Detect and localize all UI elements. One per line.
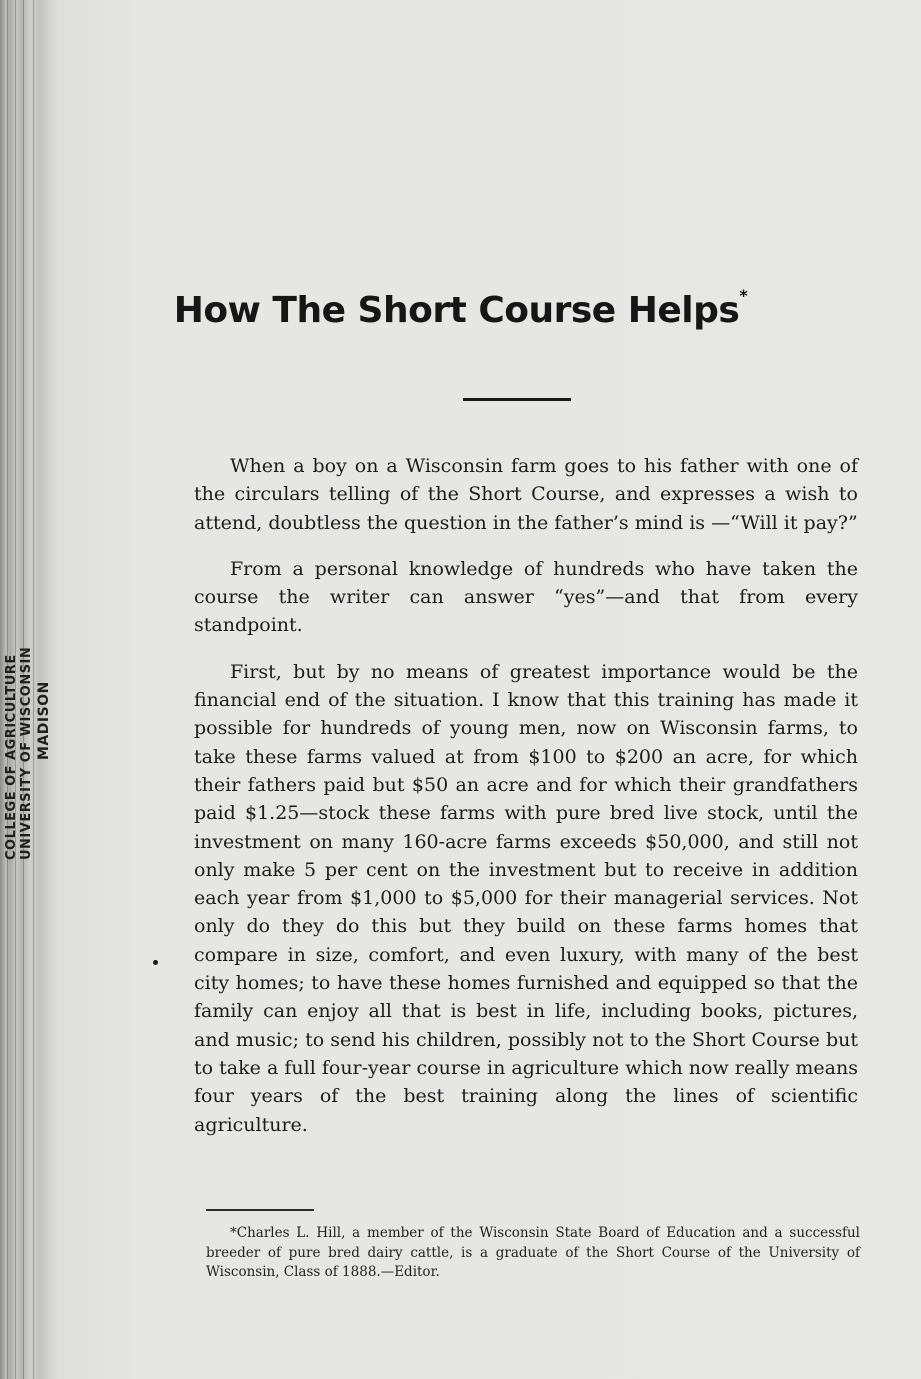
- footnote: *Charles L. Hill, a member of the Wisconsin State Board of Education and a successful breeder of pure bred dairy cattle, is a graduate of the Short Course of the University of Wisconsin, Class of 1888.—Editor.: [206, 1225, 860, 1280]
- title-footnote-mark: *: [739, 286, 748, 305]
- stamp-line-university: UNIVERSITY OF WISCONSIN: [19, 646, 34, 860]
- book-spine-gutter: [0, 0, 58, 1379]
- paragraph: From a personal knowledge of hundreds who have taken the course the writer can answer “yes”—and that from every standpoint.: [194, 557, 858, 637]
- library-stamp: [4, 560, 56, 880]
- ink-speck: [153, 960, 158, 965]
- paragraph: First, but by no means of greatest importance would be the financial end of the situation. I know that this training has made it possible for hundreds of young men, now on Wisconsin farms, to take these farms valued at from $100 to $200 an acre, for which their fathers paid but $50 an acre and for which their grandfathers paid $1.25—stock these farms with pure bred live stock, until the investment on many 160-acre farms exceeds $50,000, and still not only make 5 per cent on the investment but to receive in addition each year from $1,000 to $5,000 for their managerial services. Not only do they do this but they build on these farms homes that compare in size, comfort, and even luxury, with many of the best city homes; to have these homes furnished and equipped so that the family can enjoy all that is best in life, including books, pictures, and music; to send his children, possibly not to the Short Course but to take a full four-year course in agriculture which now really means four years of the best training along the lines of scientific agriculture.: [194, 660, 858, 1136]
- title-divider: [463, 398, 571, 401]
- article-title: [0, 286, 921, 331]
- article-title-text: How The Short Course Helps: [173, 290, 740, 331]
- paragraph: When a boy on a Wisconsin farm goes to his father with one of the circulars telling of the Short Course, and expresses a wish to attend, doubtless the question in the father’s mind is —“Will it pay?”: [194, 455, 858, 534]
- stamp-line-madison: MADISON: [36, 681, 52, 760]
- article-body: [194, 452, 858, 1157]
- footnote-divider: [206, 1209, 314, 1211]
- stamp-line-college: COLLEGE OF AGRICULTURE: [4, 654, 19, 860]
